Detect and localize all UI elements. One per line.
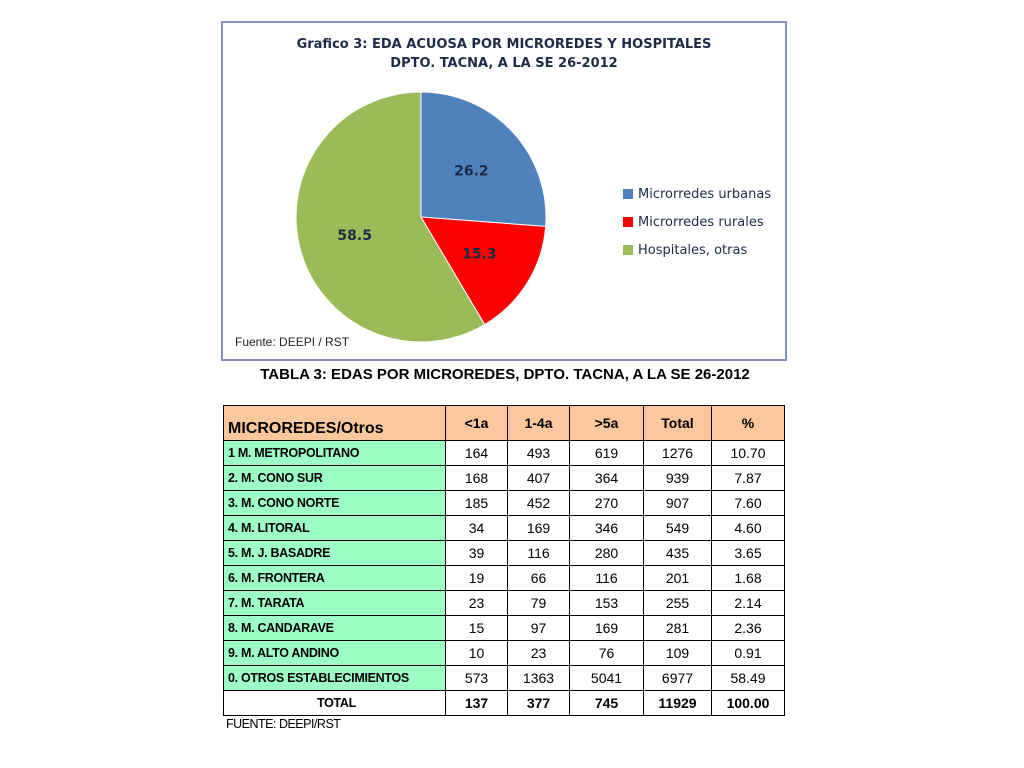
chart-title-line2: DPTO. TACNA, A LA SE 26-2012: [390, 56, 618, 71]
table-row-label: 7. M. TARATA: [224, 591, 446, 616]
chart-source: Fuente: DEEPI / RST: [235, 335, 350, 349]
table-title: TABLA 3: EDAS POR MICROREDES, DPTO. TACNA, A LA SE 26-2012: [260, 366, 750, 383]
table-cell: 3.65: [712, 541, 785, 566]
table-cell: 493: [508, 441, 570, 466]
table-cell: 0.91: [712, 641, 785, 666]
chart-legend: [623, 180, 771, 264]
table-row-label: 5. M. J. BASADRE: [224, 541, 446, 566]
table-row: [224, 641, 785, 666]
table-cell: 270: [570, 491, 644, 516]
table-row: [224, 516, 785, 541]
table-cell: 2.14: [712, 591, 785, 616]
pie-slice-label-0: 26.2: [454, 163, 489, 180]
legend-label-1: Microrredes rurales: [638, 214, 764, 230]
table-cell: 346: [570, 516, 644, 541]
data-table: [223, 405, 785, 716]
table-row: [224, 566, 785, 591]
table-cell: 19: [446, 566, 508, 591]
table-header-cell-1: <1a: [446, 406, 508, 441]
legend-swatch-1: [623, 217, 633, 227]
table-cell: 939: [644, 466, 712, 491]
table-cell: 116: [508, 541, 570, 566]
table-cell: 10: [446, 641, 508, 666]
table-cell: 39: [446, 541, 508, 566]
table-cell: 1363: [508, 666, 570, 691]
table-header-cell-4: Total: [644, 406, 712, 441]
table-row-label: 2. M. CONO SUR: [224, 466, 446, 491]
table-cell: 573: [446, 666, 508, 691]
table-row-label: 1 M. METROPOLITANO: [224, 441, 446, 466]
table-cell: 407: [508, 466, 570, 491]
table-source: FUENTE: DEEPI/RST: [226, 717, 341, 731]
table-cell: 169: [508, 516, 570, 541]
legend-label-0: Microrredes urbanas: [638, 186, 772, 202]
table-cell: 4.60: [712, 516, 785, 541]
table-cell: 907: [644, 491, 712, 516]
table-cell: 745: [570, 691, 644, 716]
table-cell: 364: [570, 466, 644, 491]
table-cell: 66: [508, 566, 570, 591]
table-cell: 100.00: [712, 691, 785, 716]
legend-item-1: [623, 208, 771, 236]
table-header-cell-3: >5a: [570, 406, 644, 441]
table-cell: 79: [508, 591, 570, 616]
table-cell: 137: [446, 691, 508, 716]
table-cell: 2.36: [712, 616, 785, 641]
table-cell: 109: [644, 641, 712, 666]
table-cell: 10.70: [712, 441, 785, 466]
table-row: [224, 466, 785, 491]
table-cell: 619: [570, 441, 644, 466]
table-cell: 5041: [570, 666, 644, 691]
table-row-label: TOTAL: [224, 691, 446, 716]
table-cell: 34: [446, 516, 508, 541]
table-cell: 280: [570, 541, 644, 566]
pie-slice-0: [421, 92, 546, 226]
table-header-cell-5: %: [712, 406, 785, 441]
table-row-label: 3. M. CONO NORTE: [224, 491, 446, 516]
chart-title-line1: Grafico 3: EDA ACUOSA POR MICROREDES Y HOSPITALES: [296, 37, 712, 52]
legend-swatch-2: [623, 245, 633, 255]
table-cell: 255: [644, 591, 712, 616]
table-cell: 1.68: [712, 566, 785, 591]
table-cell: 58.49: [712, 666, 785, 691]
table-cell: 76: [570, 641, 644, 666]
chart-frame: [221, 21, 787, 361]
table-cell: 97: [508, 616, 570, 641]
table-row: [224, 666, 785, 691]
pie-slice-label-2: 58.5: [337, 228, 372, 245]
table-header-row: [224, 406, 785, 441]
table-header-cell-0: MICROREDES/Otros: [224, 406, 446, 441]
table-cell: 185: [446, 491, 508, 516]
pie-slice-label-1: 15.3: [462, 246, 497, 263]
table-cell: 7.60: [712, 491, 785, 516]
table-header-cell-2: 1-4a: [508, 406, 570, 441]
table-row: [224, 616, 785, 641]
table-cell: 153: [570, 591, 644, 616]
table-cell: 377: [508, 691, 570, 716]
table-cell: 452: [508, 491, 570, 516]
table-row-label: 9. M. ALTO ANDINO: [224, 641, 446, 666]
table-cell: 116: [570, 566, 644, 591]
legend-item-2: [623, 236, 771, 264]
table-row: [224, 591, 785, 616]
table-cell: 168: [446, 466, 508, 491]
table-cell: 15: [446, 616, 508, 641]
table-cell: 6977: [644, 666, 712, 691]
table-row: [224, 491, 785, 516]
table-cell: 23: [508, 641, 570, 666]
table-cell: 23: [446, 591, 508, 616]
table-cell: 169: [570, 616, 644, 641]
table-cell: 549: [644, 516, 712, 541]
table-row-label: 8. M. CANDARAVE: [224, 616, 446, 641]
table-cell: 164: [446, 441, 508, 466]
table-cell: 201: [644, 566, 712, 591]
legend-swatch-0: [623, 189, 633, 199]
table-cell: 7.87: [712, 466, 785, 491]
table-cell: 1276: [644, 441, 712, 466]
table-cell: 281: [644, 616, 712, 641]
table-row: [224, 441, 785, 466]
table-cell: 11929: [644, 691, 712, 716]
table-cell: 435: [644, 541, 712, 566]
table-row-label: 0. OTROS ESTABLECIMIENTOS: [224, 666, 446, 691]
table-row-label: 4. M. LITORAL: [224, 516, 446, 541]
legend-label-2: Hospitales, otras: [638, 242, 748, 258]
table-row-label: 6. M. FRONTERA: [224, 566, 446, 591]
legend-item-0: [623, 180, 771, 208]
table-total-row: [224, 691, 785, 716]
table-row: [224, 541, 785, 566]
